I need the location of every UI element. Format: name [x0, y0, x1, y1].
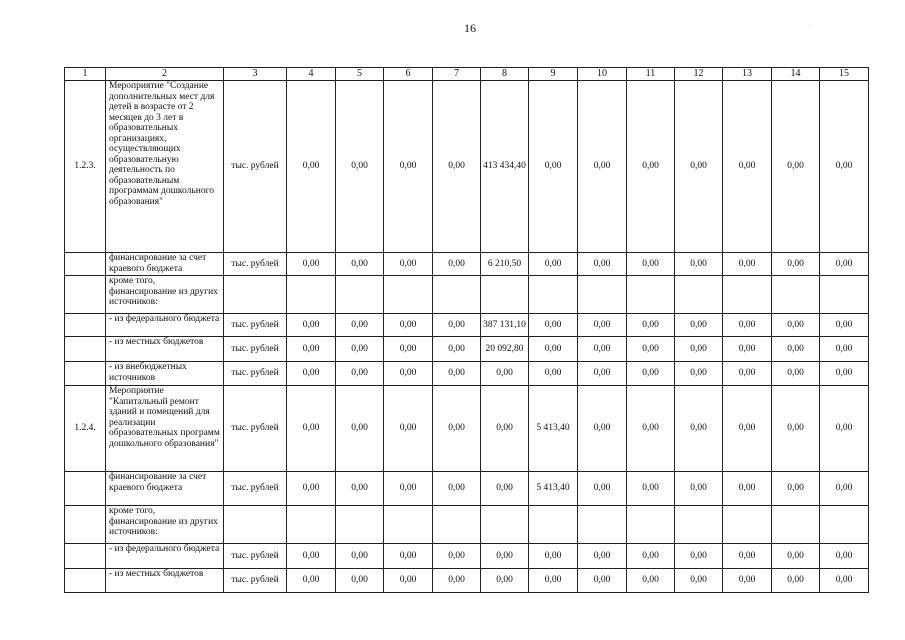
value-cell: 0,00: [578, 569, 627, 593]
value-cell: 0,00: [529, 314, 578, 337]
value-cell: 0,00: [433, 544, 481, 569]
value-cell: 0,00: [723, 362, 772, 386]
value-cell: 0,00: [772, 253, 820, 276]
value-cell: 0,00: [820, 253, 869, 276]
value-cell: 0,00: [675, 362, 723, 386]
table-row: [65, 544, 869, 569]
row-description: Мероприятие "Создание дополнительных мест для детей в возрасте от 2 месяцев до 3 лет в образовательных организациях, осуществляющих образовательную деятельность по образовательным программам дошкольного образования": [106, 81, 224, 253]
header-cell: 8: [481, 68, 529, 81]
value-cell: 0,00: [627, 569, 675, 593]
value-cell: 0,00: [772, 362, 820, 386]
value-cell: 0,00: [287, 386, 336, 472]
value-cell: 0,00: [481, 362, 529, 386]
value-cell: 0,00: [723, 253, 772, 276]
budget-table: [64, 67, 869, 593]
value-cell: 0,00: [772, 386, 820, 472]
header-cell: 5: [336, 68, 384, 81]
row-description: кроме того, финансирование из других источников:: [106, 506, 224, 544]
header-cell: 7: [433, 68, 481, 81]
value-cell: 0,00: [627, 253, 675, 276]
table-row: [65, 362, 869, 386]
row-unit: тыс. рублей: [224, 314, 287, 337]
value-cell: 0,00: [336, 569, 384, 593]
value-cell: 0,00: [384, 337, 433, 362]
table-row: [65, 569, 869, 593]
row-code: [65, 362, 106, 386]
value-cell: 0,00: [433, 569, 481, 593]
value-cell: 0,00: [578, 544, 627, 569]
value-cell: 0,00: [287, 81, 336, 253]
table-row: [65, 472, 869, 506]
value-cell: 0,00: [384, 314, 433, 337]
value-cell: 0,00: [336, 362, 384, 386]
value-cell: 0,00: [723, 544, 772, 569]
header-cell: 12: [675, 68, 723, 81]
value-cell: [384, 276, 433, 314]
row-description: финансирование за счет краевого бюджета: [106, 253, 224, 276]
value-cell: [336, 506, 384, 544]
row-description: - из местных бюджетов: [106, 569, 224, 593]
table-row: [65, 253, 869, 276]
value-cell: 0,00: [723, 337, 772, 362]
value-cell: 5 413,40: [529, 472, 578, 506]
value-cell: 0,00: [772, 544, 820, 569]
row-description: финансирование за счет краевого бюджета: [106, 472, 224, 506]
value-cell: 0,00: [287, 362, 336, 386]
value-cell: 0,00: [723, 81, 772, 253]
value-cell: 0,00: [675, 544, 723, 569]
value-cell: 0,00: [820, 544, 869, 569]
value-cell: 0,00: [772, 81, 820, 253]
value-cell: 20 092,80: [481, 337, 529, 362]
value-cell: [481, 506, 529, 544]
value-cell: [287, 276, 336, 314]
header-cell: 6: [384, 68, 433, 81]
value-cell: 0,00: [578, 314, 627, 337]
row-code: [65, 472, 106, 506]
value-cell: 0,00: [820, 472, 869, 506]
row-code: 1.2.3.: [65, 81, 106, 253]
value-cell: 0,00: [481, 544, 529, 569]
value-cell: 0,00: [723, 314, 772, 337]
value-cell: 0,00: [336, 337, 384, 362]
value-cell: 0,00: [772, 337, 820, 362]
header-cell: 2: [106, 68, 224, 81]
row-unit: тыс. рублей: [224, 544, 287, 569]
value-cell: 0,00: [433, 314, 481, 337]
value-cell: 0,00: [529, 362, 578, 386]
value-cell: 0,00: [627, 314, 675, 337]
value-cell: 0,00: [675, 472, 723, 506]
row-code: [65, 569, 106, 593]
value-cell: [627, 506, 675, 544]
value-cell: 0,00: [675, 337, 723, 362]
row-code: [65, 314, 106, 337]
value-cell: 0,00: [627, 81, 675, 253]
value-cell: 0,00: [820, 337, 869, 362]
value-cell: 413 434,40: [481, 81, 529, 253]
row-unit: тыс. рублей: [224, 337, 287, 362]
header-cell: 9: [529, 68, 578, 81]
value-cell: [578, 276, 627, 314]
value-cell: 0,00: [529, 81, 578, 253]
table-row: [65, 81, 869, 253]
value-cell: 0,00: [578, 81, 627, 253]
value-cell: 0,00: [578, 337, 627, 362]
value-cell: 0,00: [529, 544, 578, 569]
value-cell: [529, 506, 578, 544]
value-cell: 0,00: [627, 472, 675, 506]
value-cell: 0,00: [384, 81, 433, 253]
value-cell: 0,00: [287, 314, 336, 337]
value-cell: 387 131,10: [481, 314, 529, 337]
row-code: [65, 276, 106, 314]
value-cell: 0,00: [675, 253, 723, 276]
value-cell: 0,00: [433, 81, 481, 253]
row-unit: тыс. рублей: [224, 569, 287, 593]
value-cell: 0,00: [287, 544, 336, 569]
value-cell: 0,00: [772, 569, 820, 593]
value-cell: 0,00: [578, 362, 627, 386]
header-cell: 15: [820, 68, 869, 81]
row-description: кроме того, финансирование из других источников:: [106, 276, 224, 314]
row-description: - из внебюджетных источников: [106, 362, 224, 386]
row-code: [65, 337, 106, 362]
row-code: [65, 506, 106, 544]
value-cell: 0,00: [433, 472, 481, 506]
value-cell: 0,00: [336, 386, 384, 472]
value-cell: 0,00: [481, 569, 529, 593]
value-cell: [578, 506, 627, 544]
table-row: [65, 314, 869, 337]
value-cell: 0,00: [675, 569, 723, 593]
value-cell: [336, 276, 384, 314]
value-cell: 0,00: [287, 337, 336, 362]
header-cell: 4: [287, 68, 336, 81]
scan-mark: ·: [808, 22, 810, 28]
value-cell: 0,00: [820, 81, 869, 253]
value-cell: 0,00: [287, 569, 336, 593]
value-cell: [772, 276, 820, 314]
value-cell: [820, 276, 869, 314]
row-unit: тыс. рублей: [224, 81, 287, 253]
value-cell: [675, 276, 723, 314]
value-cell: 0,00: [336, 81, 384, 253]
header-cell: 3: [224, 68, 287, 81]
value-cell: 0,00: [384, 253, 433, 276]
value-cell: 0,00: [336, 472, 384, 506]
value-cell: [481, 276, 529, 314]
value-cell: 0,00: [675, 81, 723, 253]
value-cell: 0,00: [578, 253, 627, 276]
header-cell: 14: [772, 68, 820, 81]
header-row: [65, 68, 869, 81]
row-code: [65, 544, 106, 569]
value-cell: [820, 506, 869, 544]
value-cell: 0,00: [675, 314, 723, 337]
value-cell: 0,00: [723, 386, 772, 472]
value-cell: 0,00: [820, 569, 869, 593]
page-number: 16: [464, 21, 476, 35]
value-cell: 5 413,40: [529, 386, 578, 472]
value-cell: 0,00: [772, 472, 820, 506]
header-cell: 11: [627, 68, 675, 81]
value-cell: 0,00: [723, 569, 772, 593]
value-cell: 0,00: [287, 472, 336, 506]
row-unit: тыс. рублей: [224, 386, 287, 472]
value-cell: 0,00: [627, 337, 675, 362]
row-unit: тыс. рублей: [224, 362, 287, 386]
value-cell: [723, 506, 772, 544]
value-cell: 0,00: [433, 253, 481, 276]
value-cell: 0,00: [384, 544, 433, 569]
value-cell: [529, 276, 578, 314]
value-cell: 0,00: [578, 386, 627, 472]
value-cell: 0,00: [287, 253, 336, 276]
row-unit: тыс. рублей: [224, 472, 287, 506]
header-cell: 10: [578, 68, 627, 81]
value-cell: [723, 276, 772, 314]
value-cell: 0,00: [578, 472, 627, 506]
value-cell: 0,00: [627, 544, 675, 569]
value-cell: 0,00: [627, 362, 675, 386]
row-code: [65, 253, 106, 276]
value-cell: 0,00: [820, 386, 869, 472]
row-code: 1.2.4.: [65, 386, 106, 472]
value-cell: [433, 276, 481, 314]
value-cell: 0,00: [433, 337, 481, 362]
value-cell: [433, 506, 481, 544]
value-cell: 0,00: [384, 362, 433, 386]
value-cell: 0,00: [675, 386, 723, 472]
value-cell: [675, 506, 723, 544]
value-cell: 0,00: [384, 472, 433, 506]
value-cell: 6 210,50: [481, 253, 529, 276]
value-cell: 0,00: [529, 253, 578, 276]
value-cell: 0,00: [433, 386, 481, 472]
value-cell: 0,00: [481, 472, 529, 506]
value-cell: 0,00: [481, 386, 529, 472]
value-cell: 0,00: [336, 253, 384, 276]
value-cell: 0,00: [723, 472, 772, 506]
row-description: - из федерального бюджета: [106, 544, 224, 569]
header-cell: 1: [65, 68, 106, 81]
row-description: Мероприятие "Капитальный ремонт зданий и помещений для реализации образовательных программ дошкольного образования": [106, 386, 224, 472]
table-row: [65, 386, 869, 472]
value-cell: 0,00: [384, 386, 433, 472]
value-cell: 0,00: [529, 337, 578, 362]
value-cell: 0,00: [336, 544, 384, 569]
value-cell: [627, 276, 675, 314]
value-cell: 0,00: [820, 362, 869, 386]
value-cell: 0,00: [820, 314, 869, 337]
value-cell: [772, 506, 820, 544]
value-cell: 0,00: [772, 314, 820, 337]
budget-table-body: [65, 68, 869, 593]
table-row: [65, 337, 869, 362]
table-row: [65, 506, 869, 544]
table-row: [65, 276, 869, 314]
row-description: - из местных бюджетов: [106, 337, 224, 362]
value-cell: [384, 506, 433, 544]
value-cell: 0,00: [433, 362, 481, 386]
row-description: - из федерального бюджета: [106, 314, 224, 337]
row-unit: [224, 506, 287, 544]
value-cell: 0,00: [336, 314, 384, 337]
header-cell: 13: [723, 68, 772, 81]
value-cell: 0,00: [529, 569, 578, 593]
row-unit: тыс. рублей: [224, 253, 287, 276]
value-cell: 0,00: [384, 569, 433, 593]
value-cell: 0,00: [627, 386, 675, 472]
value-cell: [287, 506, 336, 544]
row-unit: [224, 276, 287, 314]
